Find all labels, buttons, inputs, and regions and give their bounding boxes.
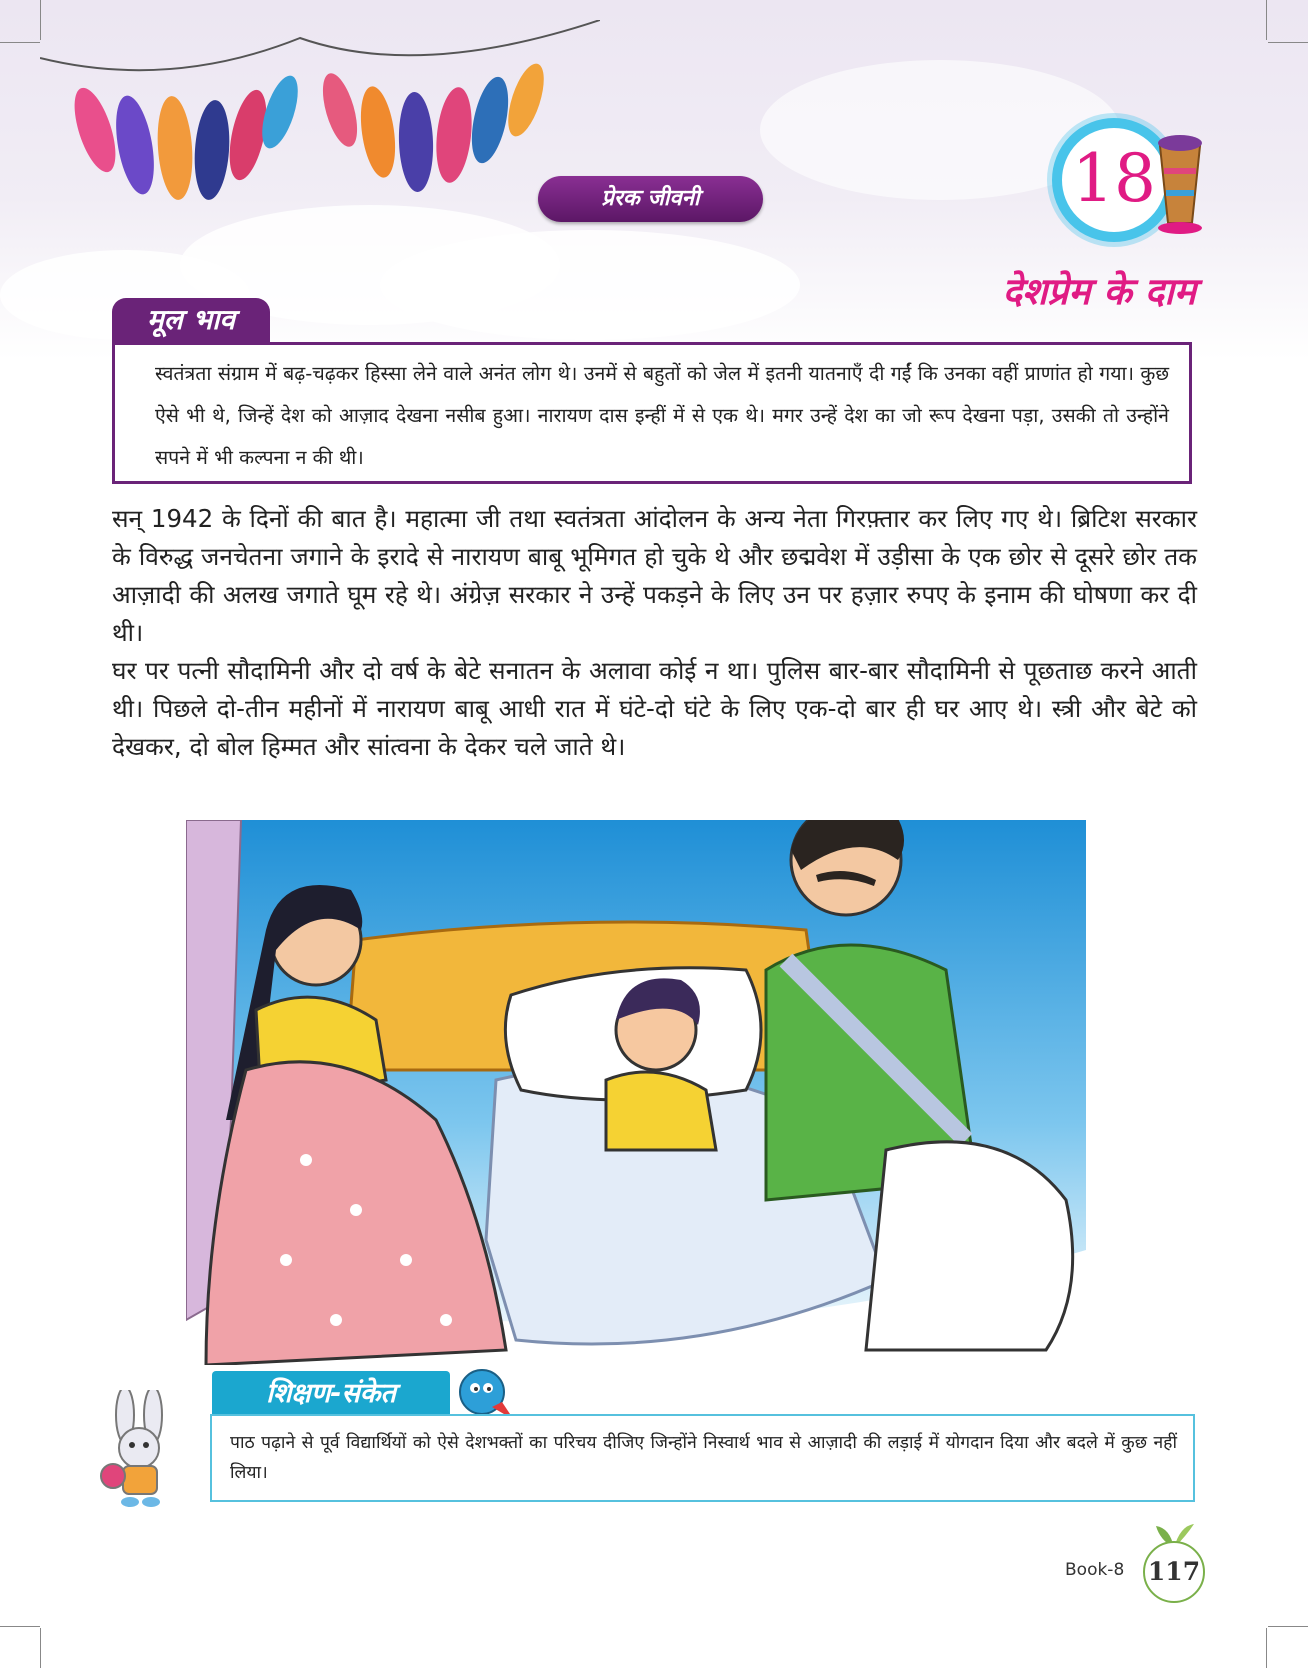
festival-pot-icon [1150, 128, 1210, 238]
crop-mark [1266, 1628, 1267, 1668]
book-label: Book-8 [1065, 1560, 1125, 1580]
crop-mark [40, 1628, 41, 1668]
lesson-title: देशप्रेम के दाम [1002, 270, 1196, 313]
summary-box [112, 342, 1192, 484]
crop-mark [0, 1626, 40, 1627]
body-paragraph-2: घर पर पत्नी सौदामिनी और दो वर्ष के बेटे सनातन के अलावा कोई न था। पुलिस बार-बार सौदामिनी से पूछताछ करने आती थी। पिछले दो-तीन महीनों में नारायण बाबू आधी रात में घंटे-दो घंटे के लिए एक-दो बार ही घर आए थे। स्त्री और बेटे को देखकर, दो बोल हिम्मत और सांत्वना के देकर चले जाते थे। [112, 656, 1197, 761]
category-label: प्रेरक जीवनी [538, 176, 763, 222]
page-number: 117 [1143, 1541, 1205, 1603]
crop-mark [0, 42, 40, 43]
body-paragraph-1: सन् 1942 के दिनों की बात है। महात्मा जी तथा स्वतंत्रता आंदोलन के अन्य नेता गिरफ़्तार कर लिए गए थे। ब्रिटिश सरकार के विरुद्ध जनचेतना जगाने के इरादे से नारायण बाबू भूमिगत हो चुके थे और छद्मवेश में उड़ीसा के एक छोर से दूसरे छोर तक आज़ादी की अलख जगाते घूम रहे थे। अंग्रेज़ सरकार ने उन्हें पकड़ने के लिए उन पर हज़ार रुपए के इनाम की घोषणा कर दी थी। [112, 504, 1197, 647]
lesson-body [112, 500, 1197, 766]
feather-garland-decoration [40, 20, 600, 210]
crop-mark [1266, 0, 1267, 40]
bunny-mascot-icon [95, 1390, 185, 1510]
teaching-note-box [210, 1414, 1195, 1502]
summary-text: स्वतंत्रता संग्राम में बढ़-चढ़कर हिस्सा लेने वाले अनंत लोग थे। उनमें से बहुतों को जेल में इतनी यातनाएँ दी गईं कि उनका वहीं प्राणांत हो गया। कुछ ऐसे भी थे, जिन्हें देश को आज़ाद देखना नसीब हुआ। नारायण दास इन्हीं में से एक थे। मगर उन्हें देश का जो रूप देखना पड़ा, उसकी तो उन्होंने सपने में भी कल्पना न की थी। [155, 362, 1169, 469]
teaching-note-heading: शिक्षण-संकेत [212, 1371, 450, 1417]
crop-mark [1268, 42, 1308, 43]
lesson-number-badge: 18 [1052, 118, 1176, 242]
summary-heading: मूल भाव [112, 298, 270, 342]
teaching-note-text: पाठ पढ़ाने से पूर्व विद्यार्थियों को ऐसे देशभक्तों का परिचय दीजिए जिन्होंने निस्वार्थ भाव से आज़ादी की लड़ाई में योगदान दिया और बदले में कुछ नहीं लिया। [230, 1433, 1177, 1483]
crop-mark [1268, 1626, 1308, 1627]
story-illustration [186, 820, 1116, 1365]
